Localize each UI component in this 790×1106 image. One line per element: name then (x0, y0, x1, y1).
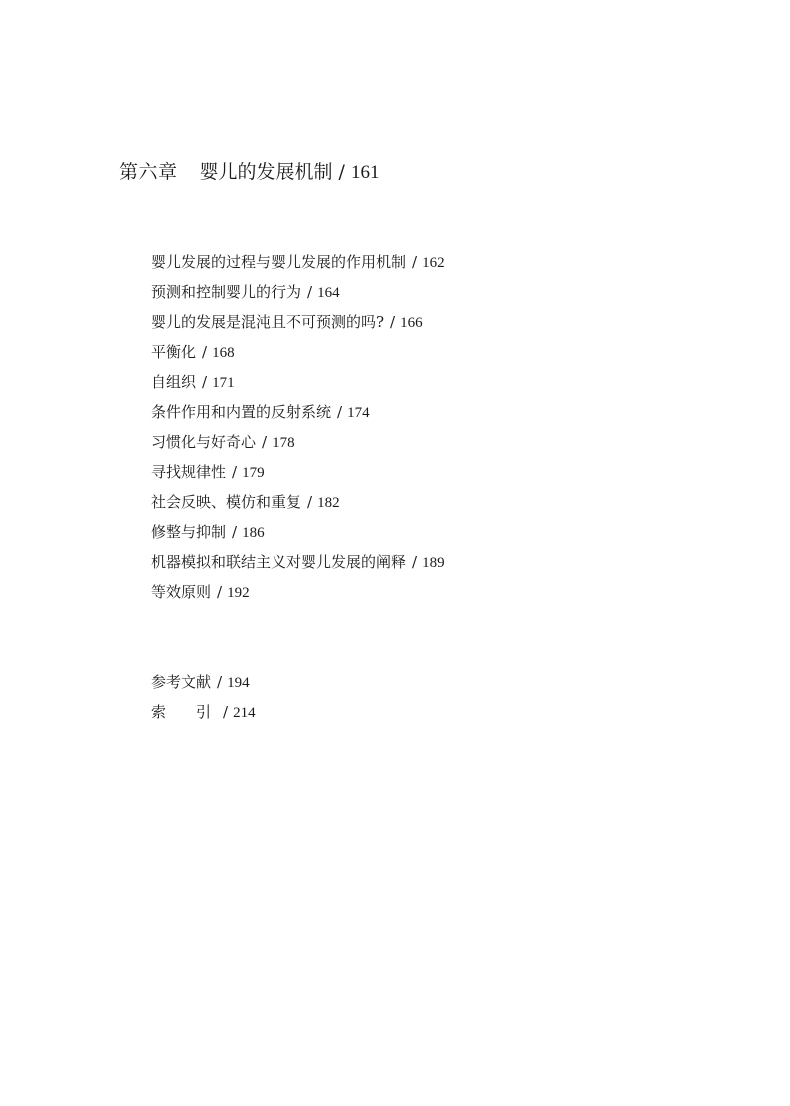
toc-separator: / (307, 493, 313, 511)
toc-separator: / (202, 343, 208, 361)
toc-page-number: 179 (242, 465, 265, 481)
toc-separator: / (217, 673, 223, 691)
toc-entry[interactable] (151, 549, 445, 579)
toc-entry-title: 预测和控制婴儿的行为 (151, 283, 302, 301)
toc-separator: / (202, 373, 208, 391)
toc-page-number: 166 (400, 315, 423, 331)
toc-entry-title: 婴儿的发展是混沌且不可预测的吗? (151, 313, 385, 331)
references-title: 参考文献 (151, 673, 212, 691)
back-matter-list (151, 669, 256, 729)
toc-page-number: 162 (422, 255, 445, 271)
chapter-page-number: 161 (350, 162, 380, 183)
chapter-heading[interactable] (119, 158, 379, 187)
toc-entry-title: 等效原则 (151, 583, 212, 601)
toc-separator: / (232, 523, 238, 541)
toc-page-number: 171 (212, 375, 235, 391)
toc-entry[interactable] (151, 429, 445, 459)
back-matter-entry-references[interactable] (151, 669, 256, 699)
toc-entry-title: 修整与抑制 (151, 523, 227, 541)
toc-entry[interactable] (151, 519, 445, 549)
chapter-label: 第六章 (119, 161, 178, 183)
back-matter-entry-index[interactable] (151, 699, 256, 729)
toc-entry[interactable] (151, 399, 445, 429)
chapter-title: 婴儿的发展机制 (199, 161, 333, 183)
toc-separator: / (390, 313, 396, 331)
toc-page-number: 182 (317, 495, 340, 511)
toc-entry[interactable] (151, 279, 445, 309)
toc-entry[interactable] (151, 489, 445, 519)
toc-page-number: 178 (272, 435, 295, 451)
toc-entry[interactable] (151, 309, 445, 339)
toc-page-number: 186 (242, 525, 265, 541)
toc-separator: / (337, 403, 343, 421)
references-page-number: 194 (227, 675, 250, 691)
toc-page-number: 164 (317, 285, 340, 301)
toc-entry-title: 婴儿发展的过程与婴儿发展的作用机制 (151, 253, 407, 271)
toc-entry-title: 平衡化 (151, 343, 197, 361)
toc-entry-title: 自组织 (151, 373, 197, 391)
toc-entry[interactable] (151, 579, 445, 609)
toc-page-number: 168 (212, 345, 235, 361)
toc-separator: / (307, 283, 313, 301)
toc-entry[interactable] (151, 369, 445, 399)
toc-page-number: 189 (422, 555, 445, 571)
toc-separator: / (262, 433, 268, 451)
toc-entry[interactable] (151, 249, 445, 279)
section-list (151, 249, 445, 609)
toc-entry-title: 社会反映、模仿和重复 (151, 493, 302, 511)
toc-entry-title: 条件作用和内置的反射系统 (151, 403, 332, 421)
index-title: 索 引 (151, 703, 212, 721)
toc-entry-title: 寻找规律性 (151, 463, 227, 481)
toc-separator: / (217, 583, 223, 601)
toc-separator: / (412, 253, 418, 271)
toc-entry[interactable] (151, 339, 445, 369)
chapter-separator: / (338, 161, 345, 183)
index-page-number: 214 (233, 705, 256, 721)
toc-separator: / (412, 553, 418, 571)
toc-page-number: 174 (347, 405, 370, 421)
toc-entry-title: 习惯化与好奇心 (151, 433, 257, 451)
toc-entry[interactable] (151, 459, 445, 489)
toc-separator: / (223, 703, 229, 721)
toc-page-number: 192 (227, 585, 250, 601)
toc-separator: / (232, 463, 238, 481)
toc-entry-title: 机器模拟和联结主义对婴儿发展的阐释 (151, 553, 407, 571)
